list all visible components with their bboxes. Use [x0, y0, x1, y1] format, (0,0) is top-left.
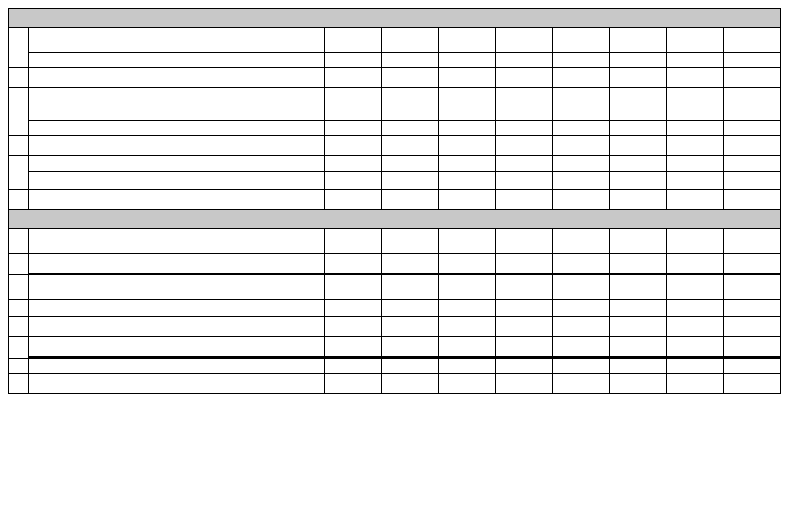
value-cell[interactable] — [724, 28, 781, 53]
indicator-description — [29, 172, 325, 190]
value-cell[interactable] — [439, 317, 496, 337]
section-title — [9, 210, 781, 229]
value-cell[interactable] — [724, 172, 781, 190]
value-cell[interactable] — [325, 374, 382, 394]
value-cell[interactable] — [439, 359, 496, 374]
value-cell[interactable] — [382, 156, 439, 172]
value-cell[interactable] — [667, 53, 724, 68]
indicator-description — [29, 275, 325, 300]
indicator-number — [9, 68, 29, 88]
value-cell[interactable] — [496, 374, 553, 394]
value-cell[interactable] — [382, 190, 439, 210]
indicator-description — [29, 359, 325, 374]
value-cell[interactable] — [667, 275, 724, 300]
indicator-row — [9, 229, 781, 254]
value-cell[interactable] — [325, 337, 382, 357]
indicator-number — [9, 229, 29, 254]
value-cell[interactable] — [553, 88, 610, 121]
section-title — [9, 9, 781, 28]
value-cell[interactable] — [724, 190, 781, 210]
value-cell[interactable] — [382, 229, 439, 254]
value-cell[interactable] — [325, 229, 382, 254]
indicator-description — [29, 374, 325, 394]
indicator-number — [9, 88, 29, 136]
value-cell[interactable] — [724, 254, 781, 274]
indicator-description — [29, 88, 325, 121]
value-cell[interactable] — [439, 254, 496, 274]
value-cell[interactable] — [382, 68, 439, 88]
value-cell[interactable] — [553, 275, 610, 300]
value-cell[interactable] — [724, 53, 781, 68]
value-cell[interactable] — [667, 229, 724, 254]
value-cell[interactable] — [553, 68, 610, 88]
value-cell[interactable] — [553, 317, 610, 337]
value-cell[interactable] — [553, 190, 610, 210]
value-cell[interactable] — [439, 136, 496, 156]
indicator-description — [29, 68, 325, 88]
value-cell[interactable] — [667, 300, 724, 317]
indicator-row — [9, 156, 781, 172]
value-cell[interactable] — [382, 121, 439, 136]
value-cell[interactable] — [325, 254, 382, 274]
value-cell[interactable] — [724, 337, 781, 357]
indicator-row — [9, 53, 781, 68]
indicator-number — [9, 254, 29, 275]
value-cell[interactable] — [724, 136, 781, 156]
value-cell[interactable] — [382, 28, 439, 53]
value-cell[interactable] — [553, 121, 610, 136]
value-cell[interactable] — [496, 300, 553, 317]
value-cell[interactable] — [724, 156, 781, 172]
value-cell[interactable] — [325, 359, 382, 374]
value-cell[interactable] — [553, 300, 610, 317]
value-cell[interactable] — [496, 190, 553, 210]
indicator-row — [9, 254, 781, 274]
section-header-row — [9, 210, 781, 229]
value-cell[interactable] — [325, 275, 382, 300]
indicator-description — [29, 254, 325, 274]
indicator-table — [8, 8, 781, 394]
indicator-row — [9, 317, 781, 337]
indicator-number — [9, 275, 29, 300]
value-cell[interactable] — [325, 190, 382, 210]
value-cell[interactable] — [496, 136, 553, 156]
value-cell[interactable] — [724, 300, 781, 317]
indicator-number — [9, 190, 29, 210]
value-cell[interactable] — [382, 359, 439, 374]
indicator-number — [9, 300, 29, 317]
value-cell[interactable] — [382, 172, 439, 190]
value-cell[interactable] — [610, 68, 667, 88]
value-cell[interactable] — [667, 136, 724, 156]
value-cell[interactable] — [496, 359, 553, 374]
value-cell[interactable] — [439, 172, 496, 190]
value-cell[interactable] — [610, 374, 667, 394]
indicator-description — [29, 337, 325, 357]
value-cell[interactable] — [553, 28, 610, 53]
value-cell[interactable] — [553, 156, 610, 172]
indicator-description — [29, 136, 325, 156]
indicator-number — [9, 28, 29, 68]
indicator-number — [9, 136, 29, 156]
value-cell[interactable] — [496, 53, 553, 68]
indicator-number — [9, 156, 29, 190]
indicator-description — [29, 317, 325, 337]
value-cell[interactable] — [325, 317, 382, 337]
indicator-description — [29, 190, 325, 210]
value-cell[interactable] — [667, 190, 724, 210]
value-cell[interactable] — [667, 254, 724, 274]
indicator-row — [9, 88, 781, 121]
value-cell[interactable] — [553, 337, 610, 357]
value-cell[interactable] — [610, 229, 667, 254]
value-cell[interactable] — [610, 254, 667, 274]
indicator-row — [9, 68, 781, 88]
value-cell[interactable] — [724, 374, 781, 394]
value-cell[interactable] — [667, 359, 724, 374]
value-cell[interactable] — [610, 359, 667, 374]
indicator-description — [29, 28, 325, 53]
value-cell[interactable] — [382, 337, 439, 357]
indicator-row — [9, 190, 781, 210]
value-cell[interactable] — [610, 275, 667, 300]
indicator-row — [9, 359, 781, 374]
value-cell[interactable] — [667, 68, 724, 88]
value-cell[interactable] — [382, 374, 439, 394]
value-cell[interactable] — [439, 53, 496, 68]
value-cell[interactable] — [724, 68, 781, 88]
value-cell[interactable] — [667, 121, 724, 136]
value-cell[interactable] — [610, 53, 667, 68]
value-cell[interactable] — [325, 121, 382, 136]
indicator-number — [9, 359, 29, 374]
indicator-row — [9, 136, 781, 156]
section-header-row — [9, 9, 781, 28]
value-cell[interactable] — [610, 337, 667, 357]
value-cell[interactable] — [724, 275, 781, 300]
value-cell[interactable] — [382, 254, 439, 274]
value-cell[interactable] — [439, 337, 496, 357]
value-cell[interactable] — [610, 156, 667, 172]
value-cell[interactable] — [325, 136, 382, 156]
indicator-number — [9, 337, 29, 359]
indicator-row — [9, 374, 781, 394]
value-cell[interactable] — [667, 374, 724, 394]
value-cell[interactable] — [496, 28, 553, 53]
value-cell[interactable] — [382, 88, 439, 121]
value-cell[interactable] — [553, 359, 610, 374]
value-cell[interactable] — [667, 337, 724, 357]
value-cell[interactable] — [610, 172, 667, 190]
value-cell[interactable] — [439, 190, 496, 210]
indicator-description — [29, 53, 325, 68]
value-cell[interactable] — [439, 68, 496, 88]
value-cell[interactable] — [325, 88, 382, 121]
indicator-row — [9, 172, 781, 190]
value-cell[interactable] — [439, 300, 496, 317]
value-cell[interactable] — [610, 300, 667, 317]
value-cell[interactable] — [610, 190, 667, 210]
value-cell[interactable] — [439, 275, 496, 300]
value-cell[interactable] — [496, 172, 553, 190]
indicator-description — [29, 229, 325, 254]
value-cell[interactable] — [553, 136, 610, 156]
value-cell[interactable] — [325, 172, 382, 190]
value-cell[interactable] — [553, 53, 610, 68]
value-cell[interactable] — [724, 121, 781, 136]
value-cell[interactable] — [667, 28, 724, 53]
indicator-row — [9, 300, 781, 317]
indicator-row — [9, 275, 781, 300]
value-cell[interactable] — [724, 229, 781, 254]
value-cell[interactable] — [382, 317, 439, 337]
value-cell[interactable] — [610, 28, 667, 53]
value-cell[interactable] — [667, 156, 724, 172]
value-cell[interactable] — [553, 229, 610, 254]
value-cell[interactable] — [382, 300, 439, 317]
indicator-row — [9, 337, 781, 357]
value-cell[interactable] — [667, 172, 724, 190]
value-cell[interactable] — [325, 68, 382, 88]
value-cell[interactable] — [325, 300, 382, 317]
value-cell[interactable] — [667, 88, 724, 121]
value-cell[interactable] — [553, 172, 610, 190]
value-cell[interactable] — [439, 374, 496, 394]
indicator-description — [29, 121, 325, 136]
value-cell[interactable] — [667, 317, 724, 337]
value-cell[interactable] — [496, 121, 553, 136]
value-cell[interactable] — [610, 88, 667, 121]
value-cell[interactable] — [496, 229, 553, 254]
value-cell[interactable] — [496, 337, 553, 357]
value-cell[interactable] — [496, 156, 553, 172]
value-cell[interactable] — [496, 88, 553, 121]
indicator-row — [9, 121, 781, 136]
value-cell[interactable] — [610, 317, 667, 337]
value-cell[interactable] — [610, 136, 667, 156]
value-cell[interactable] — [382, 275, 439, 300]
value-cell[interactable] — [325, 28, 382, 53]
value-cell[interactable] — [724, 317, 781, 337]
value-cell[interactable] — [496, 68, 553, 88]
value-cell[interactable] — [439, 156, 496, 172]
indicator-row — [9, 28, 781, 53]
value-cell[interactable] — [439, 88, 496, 121]
indicator-number — [9, 374, 29, 394]
value-cell[interactable] — [724, 88, 781, 121]
value-cell[interactable] — [496, 275, 553, 300]
value-cell[interactable] — [439, 121, 496, 136]
value-cell[interactable] — [724, 359, 781, 374]
value-cell[interactable] — [382, 53, 439, 68]
value-cell[interactable] — [439, 28, 496, 53]
value-cell[interactable] — [496, 317, 553, 337]
value-cell[interactable] — [325, 156, 382, 172]
value-cell[interactable] — [496, 254, 553, 274]
value-cell[interactable] — [610, 121, 667, 136]
value-cell[interactable] — [439, 229, 496, 254]
value-cell[interactable] — [553, 254, 610, 274]
value-cell[interactable] — [553, 374, 610, 394]
value-cell[interactable] — [382, 136, 439, 156]
indicator-number — [9, 317, 29, 337]
value-cell[interactable] — [325, 53, 382, 68]
indicator-description — [29, 300, 325, 317]
indicator-description — [29, 156, 325, 172]
